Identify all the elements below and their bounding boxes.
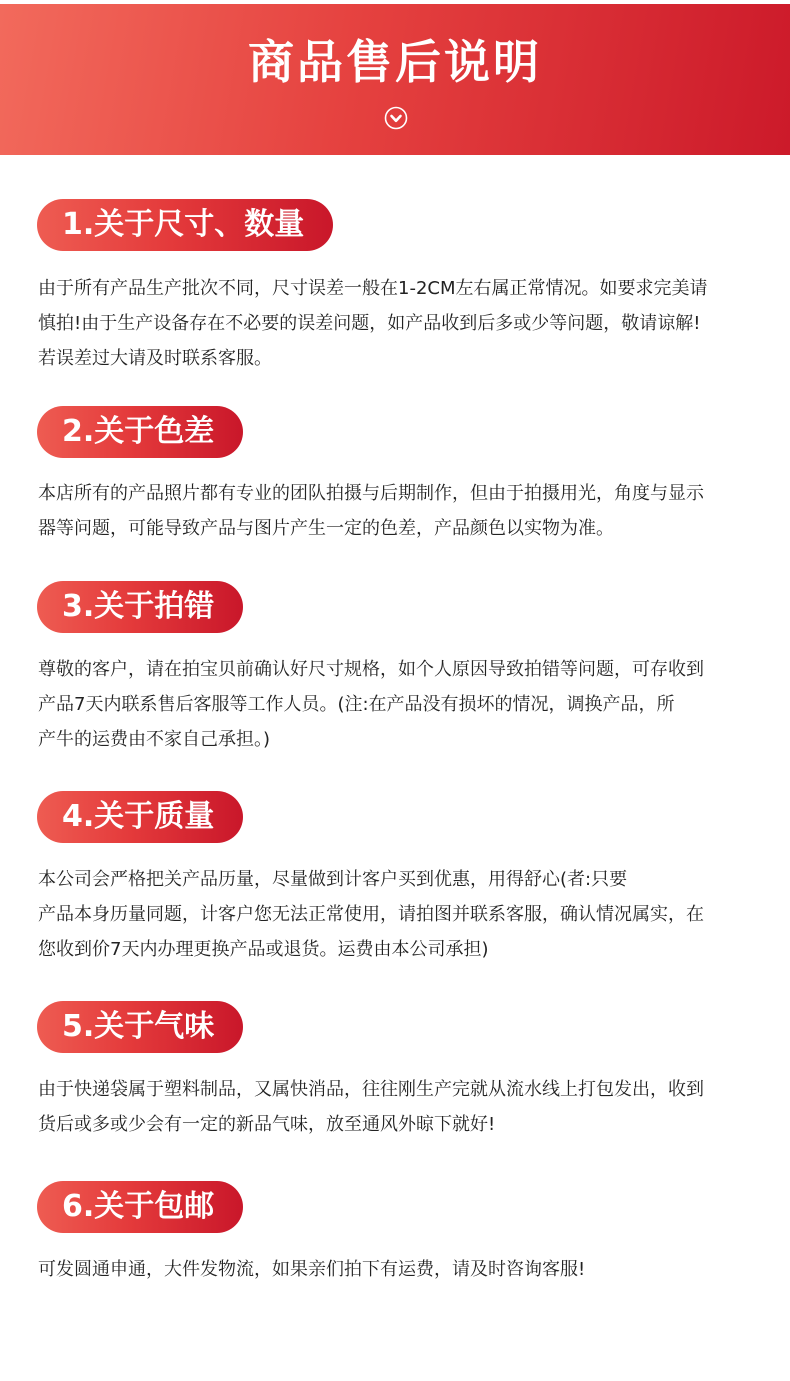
body-line: 货后或多或少会有一定的新品气味，放至通风外晾下就好!: [38, 1114, 496, 1135]
body-line: 由于所有产品生产批次不同，尺寸误差一般在1-2CM左右属正常情况。如要求完美请: [38, 278, 708, 299]
body-line: 您收到价7天内办理更换产品或退货。运费由本公司承担): [38, 939, 489, 960]
body-line: 由于快递袋属于塑料制品，又属快消品，往往刚生产完就从流水线上打包发出，收到: [38, 1079, 704, 1100]
body-line: 若误差过大请及时联系客服。: [38, 348, 272, 369]
chevron-down-circle-icon: [384, 106, 408, 130]
section-title-badge: 3.关于拍错: [37, 581, 243, 633]
section-body: [38, 862, 758, 967]
section-title-badge: 5.关于气味: [37, 1001, 243, 1053]
section-body: [38, 271, 758, 376]
section-body: [38, 652, 758, 757]
body-line: 慎拍!由于生产设备存在不必要的误差问题，如产品收到后多或少等问题，敬请谅解!: [38, 313, 701, 334]
body-line: 本公司会严格把关产品历量，尽量做到计客户买到优惠，用得舒心(者:只要: [38, 869, 628, 890]
body-line: 产品本身历量同题，计客户您无法正常使用，请拍图并联系客服，确认情况属实，在: [38, 904, 704, 925]
body-line: 尊敬的客户，请在拍宝贝前确认好尺寸规格，如个人原因导致拍错等问题，可存收到: [38, 659, 704, 680]
page-header: [0, 4, 790, 155]
body-line: 本店所有的产品照片都有专业的团队拍摄与后期制作，但由于拍摄用光，角度与显示: [38, 483, 704, 504]
body-line: 产品7天内联系售后客服等工作人员。(注:在产品没有损坏的情况，调换产品，所: [38, 694, 675, 715]
section-body: [38, 1072, 758, 1142]
body-line: 产牛的运费由不家自己承担。): [38, 729, 271, 750]
page-title: 商品售后说明: [248, 35, 542, 89]
section-title-badge: 6.关于包邮: [37, 1181, 243, 1233]
body-line: 器等问题，可能导致产品与图片产生一定的色差，产品颜色以实物为准。: [38, 518, 614, 539]
body-line: 可发圆通申通，大件发物流，如果亲们拍下有运费，请及时咨询客服!: [38, 1259, 586, 1280]
section-title-badge: 2.关于色差: [37, 406, 243, 458]
section-body: [38, 476, 758, 546]
section-body: [38, 1252, 758, 1287]
section-title-badge: 4.关于质量: [37, 791, 243, 843]
section-title-badge: 1.关于尺寸、数量: [37, 199, 333, 251]
